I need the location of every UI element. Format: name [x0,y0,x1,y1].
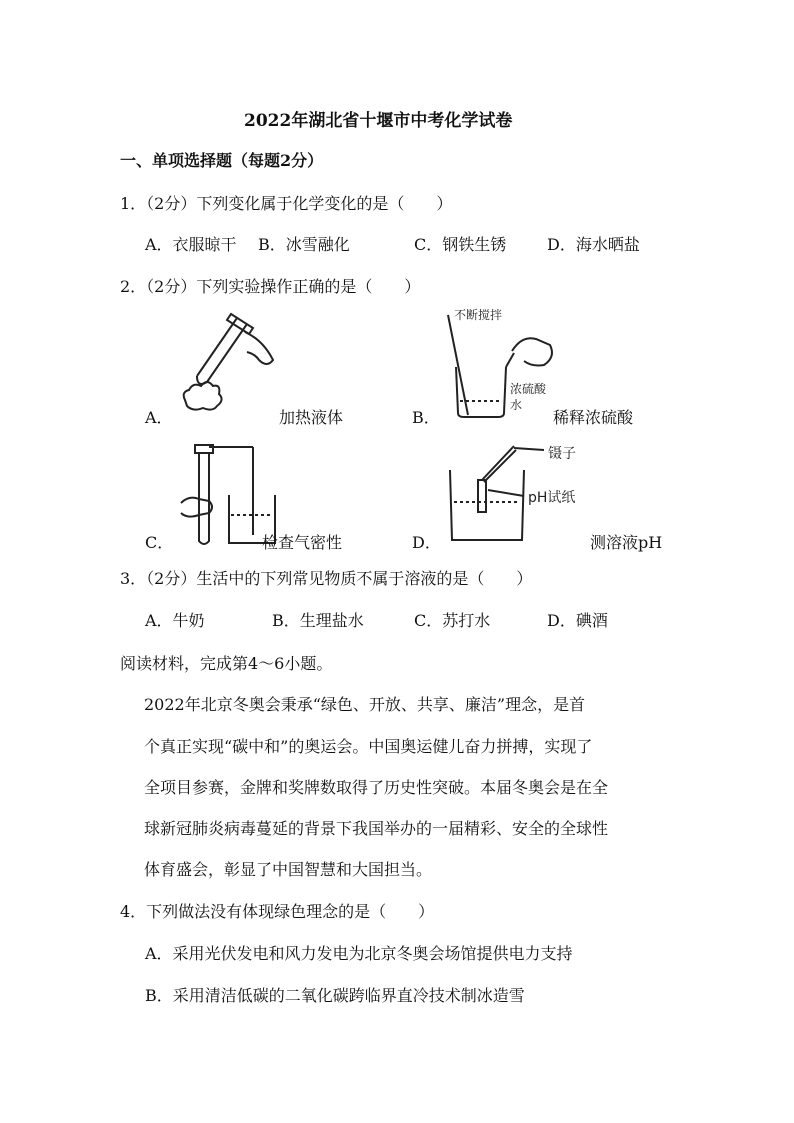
question-3-option-a: A．牛奶 [145,611,205,630]
figure-b-label-water: 水 [510,398,523,412]
question-2-option-a-caption: 加热液体 [279,408,344,427]
figure-b-label-stir: 不断搅拌 [454,308,503,322]
question-3-option-c: C．苏打水 [414,611,491,630]
figure-d-label-ph-paper: pH试纸 [528,490,576,506]
reading-line-3: 全项目参赛，金牌和奖牌数取得了历史性突破。本届冬奥会是在全 [144,778,609,797]
question-2-stem: 2．（2分）下列实验操作正确的是（ ） [120,277,421,296]
page-title: 2022年湖北省十堰市中考化学试卷 [244,111,513,131]
question-4-option-a: A．采用光伏发电和风力发电为北京冬奥会场馆提供电力支持 [145,944,573,963]
figure-measure-ph [440,440,600,550]
question-1-option-b: B．冰雪融化 [258,235,350,254]
reading-line-1: 2022年北京冬奥会秉承“绿色、开放、共享、廉洁”理念，是首 [144,695,586,714]
question-2-option-b-letter: B． [412,408,440,427]
section-heading: 一、单项选择题（每题2分） [120,151,324,170]
figure-heating-liquid [175,310,285,420]
question-2-option-d-caption: 测溶液pH [590,533,663,552]
figure-b-label-acid: 浓硫酸 [510,382,547,396]
question-1-stem: 1．（2分）下列变化属于化学变化的是（ ） [120,194,453,213]
question-2-option-c-letter: C． [145,533,174,552]
reading-line-4: 球新冠肺炎病毒蔓延的背景下我国举办的一届精彩、安全的全球性 [144,819,609,838]
reading-line-2: 个真正实现“碳中和”的奥运会。中国奥运健儿奋力拼搏，实现了 [144,737,593,756]
question-2-option-b-caption: 稀释浓硫酸 [553,408,634,427]
question-3-option-b: B．生理盐水 [272,611,364,630]
reading-intro: 阅读材料，完成第4～6小题。 [120,654,333,673]
question-2-option-a-letter: A． [145,408,173,427]
question-4-stem: 4．下列做法没有体现绿色理念的是（ ） [120,902,435,921]
question-3-stem: 3．（2分）生活中的下列常见物质不属于溶液的是（ ） [120,569,533,588]
figure-diluting-acid [440,305,560,425]
figure-d-label-tweezers: 镊子 [548,446,576,462]
question-4-option-b: B．采用清洁低碳的二氧化碳跨临界直冷技术制冰造雪 [145,986,525,1005]
question-1-option-a: A．衣服晾干 [145,235,237,254]
question-1-option-d: D．海水晒盐 [547,235,640,254]
question-2-option-d-letter: D． [412,533,441,552]
question-2-option-c-caption: 检查气密性 [262,533,343,552]
question-3-option-d: D．碘酒 [547,611,608,630]
question-1-option-c: C．钢铁生锈 [414,235,507,254]
reading-line-5: 体育盛会，彰显了中国智慧和大国担当。 [144,860,433,879]
